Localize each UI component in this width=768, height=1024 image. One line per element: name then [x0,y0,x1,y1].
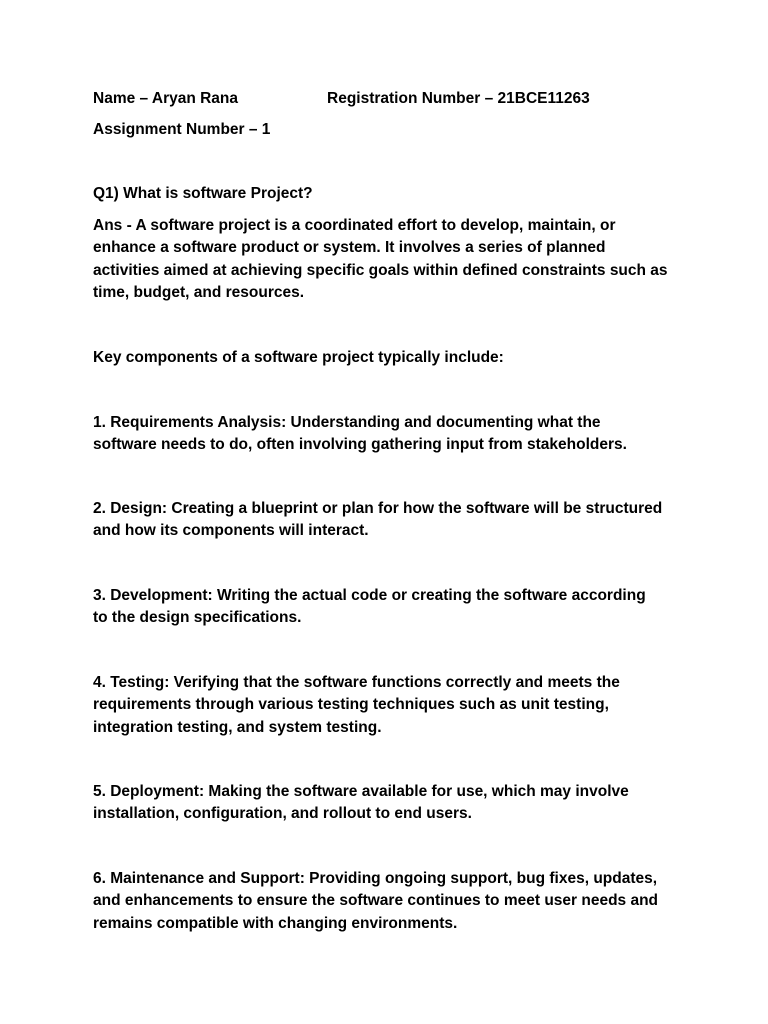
component-item [93,412,683,457]
component-line: 1. Requirements Analysis: Understanding and documenting what the [93,414,601,431]
question-heading: Q1) What is software Project? [93,185,313,202]
component-item [93,498,683,543]
component-item [93,781,683,826]
assignment-number: Assignment Number – 1 [93,121,271,138]
component-line: 3. Development: Writing the actual code or creating the software according [93,587,646,604]
student-name: Name – Aryan Rana [93,90,239,107]
intro-line: Key components of a software project typically include: [93,349,504,366]
answer-paragraph [93,215,683,304]
component-line: remains compatible with changing environments. [93,914,458,932]
component-line: 4. Testing: Verifying that the software functions correctly and meets the [93,674,620,691]
component-line: and how its components will interact. [93,522,369,540]
answer-line: enhance a software product or system. It involves a series of planned [93,239,606,257]
component-line: integration testing, and system testing. [93,718,382,736]
component-line: to the design specifications. [93,609,302,627]
answer-line: activities aimed at achieving specific goals within defined constraints such as [93,261,668,279]
component-line: 2. Design: Creating a blueprint or plan for how the software will be structured [93,500,663,517]
component-line: installation, configuration, and rollout to end users. [93,805,472,823]
header-line [93,88,693,110]
components-intro [93,347,683,369]
component-item [93,868,683,935]
component-line: 6. Maintenance and Support: Providing ongoing support, bug fixes, updates, [93,870,658,887]
answer-line: time, budget, and resources. [93,283,305,301]
component-item [93,672,683,739]
component-line: software needs to do, often involving gathering input from stakeholders. [93,436,627,454]
component-item [93,585,683,630]
registration-number: Registration Number – 21BCE11263 [327,90,590,107]
component-line: requirements through various testing techniques such as unit testing, [93,696,609,714]
component-line: and enhancements to ensure the software continues to meet user needs and [93,892,659,910]
component-line: 5. Deployment: Making the software available for use, which may involve [93,783,629,800]
answer-line: Ans - A software project is a coordinated effort to develop, maintain, or [93,217,616,234]
